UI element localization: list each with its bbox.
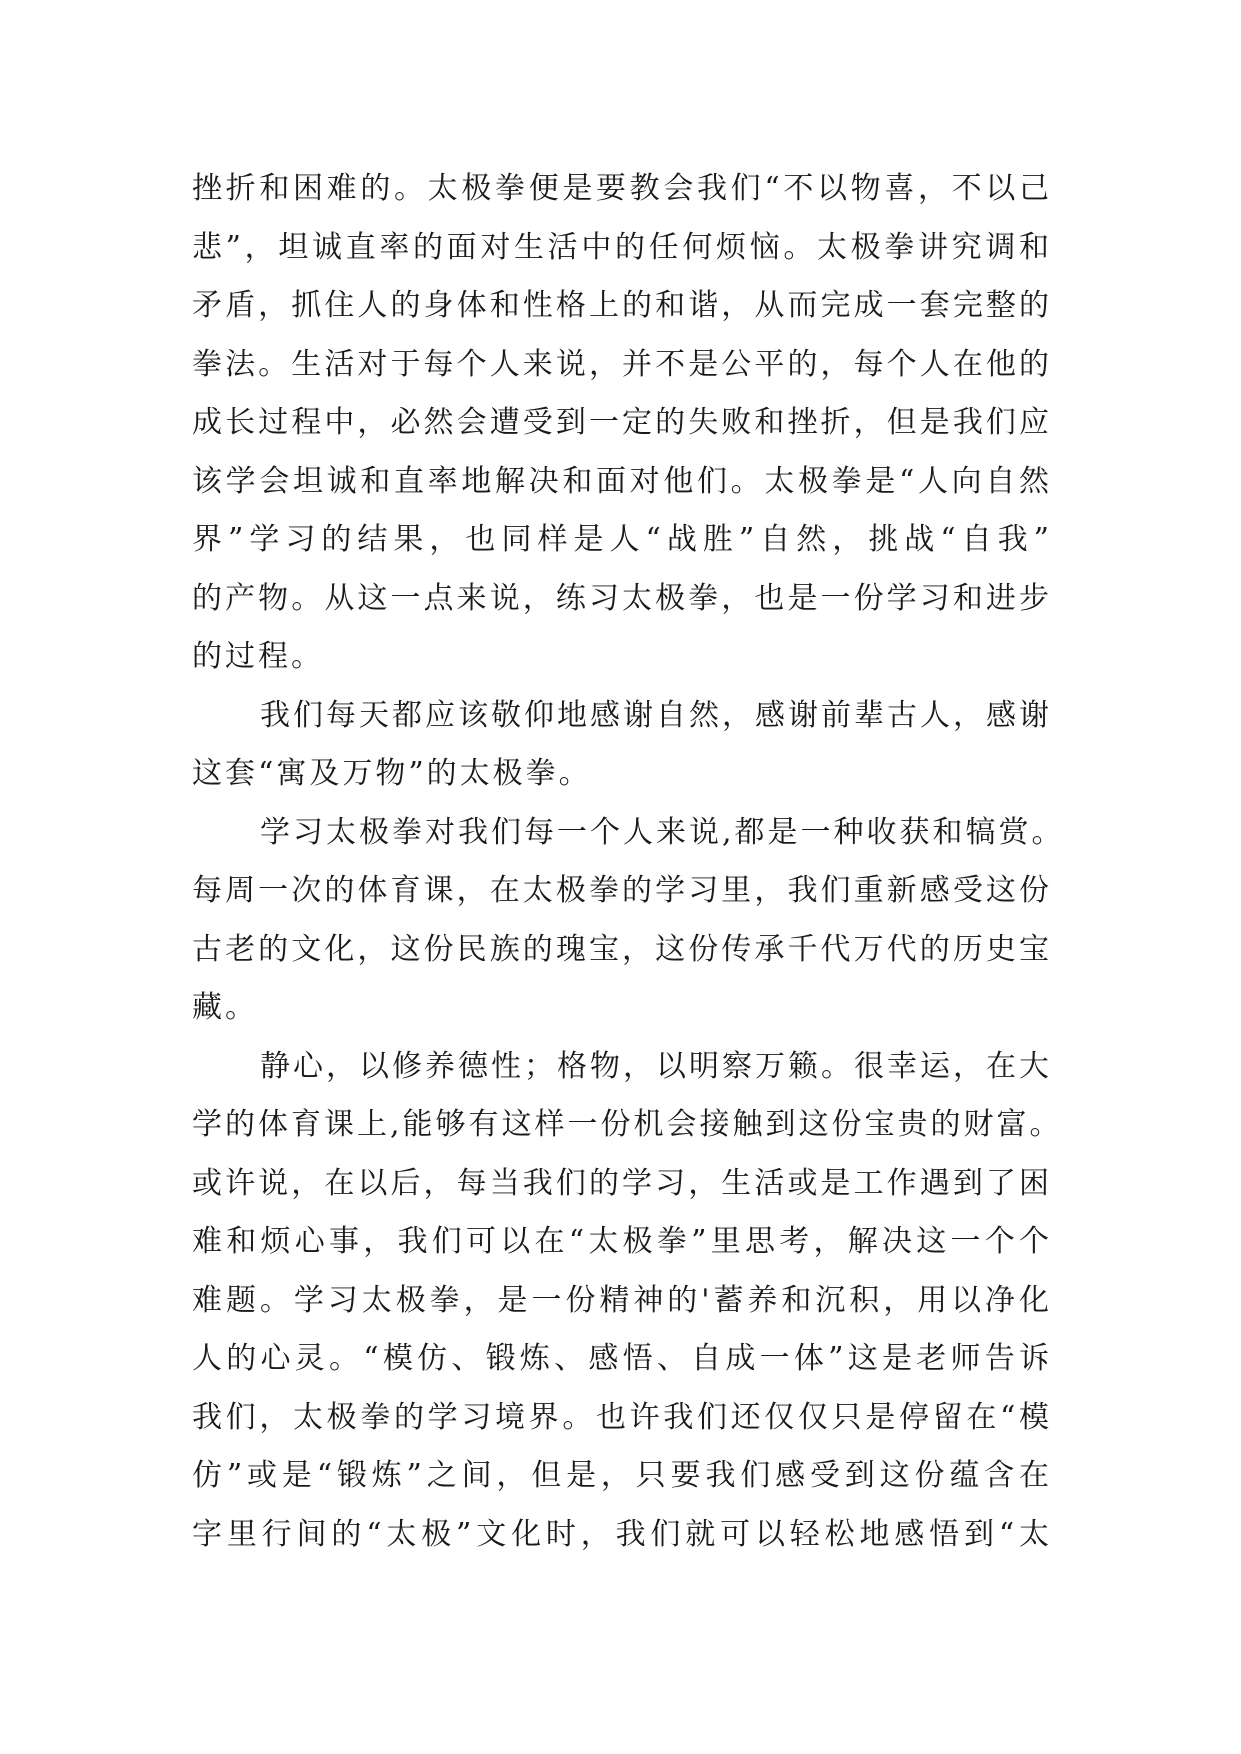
- text-line: 学的体育课上,能够有这样一份机会接触到这份宝贵的财富。: [192, 1107, 1063, 1142]
- text-line: 学习太极拳对我们每一个人来说,都是一种收获和犒赏。: [260, 814, 1065, 850]
- text-line: 仿”或是“锻炼”之间，但是，只要我们感受到这份蕴含在: [192, 1458, 1052, 1493]
- text-line: 的产物。从这一点来说，练习太极拳，也是一份学习和进步: [192, 580, 1052, 616]
- text-line: 我们每天都应该敬仰地感谢自然，感谢前辈古人，感谢: [260, 697, 1052, 733]
- text-line: 每周一次的体育课，在太极拳的学习里，我们重新感受这份: [192, 873, 1052, 908]
- text-line: 字里行间的“太极”文化时，我们就可以轻松地感悟到“太: [192, 1516, 1052, 1552]
- text-line: 古老的文化，这份民族的瑰宝，这份传承千代万代的历史宝: [192, 931, 1052, 967]
- text-line: 矛盾，抓住人的身体和性格上的和谐，从而完成一套完整的: [192, 288, 1052, 323]
- text-line: 或许说，在以后，每当我们的学习，生活或是工作遇到了困: [192, 1165, 1052, 1201]
- body-text: [192, 160, 1065, 1564]
- text-line: 成长过程中，必然会遭受到一定的失败和挫折，但是我们应: [192, 405, 1052, 440]
- text-line: 藏。: [192, 990, 258, 1025]
- text-line: 界”学习的结果，也同样是人“战胜”自然，挑战“自我”: [192, 522, 1052, 557]
- text-line: 难题。学习太极拳，是一份精神的'蓄养和沉积，用以净化: [192, 1282, 1052, 1318]
- text-line: 我们，太极拳的学习境界。也许我们还仅仅只是停留在“模: [192, 1399, 1052, 1435]
- text-line: 静心，以修养德性；格物，以明察万籁。很幸运，在大: [260, 1048, 1052, 1084]
- text-line: 悲”，坦诚直率的面对生活中的任何烦恼。太极拳讲究调和: [192, 229, 1052, 265]
- text-line: 的过程。: [192, 639, 324, 674]
- text-line: 挫折和困难的。太极拳便是要教会我们“不以物喜，不以己: [192, 171, 1052, 206]
- text-line: 人的心灵。“模仿、锻炼、感悟、自成一体”这是老师告诉: [192, 1341, 1052, 1376]
- text-line: 这套“寓及万物”的太极拳。: [192, 756, 592, 791]
- text-line: 拳法。生活对于每个人来说，并不是公平的，每个人在他的: [192, 346, 1052, 382]
- text-line: 该学会坦诚和直率地解决和面对他们。太极拳是“人向自然: [192, 463, 1052, 499]
- text-line: 难和烦心事，我们可以在“太极拳”里思考，解决这一个个: [192, 1224, 1052, 1259]
